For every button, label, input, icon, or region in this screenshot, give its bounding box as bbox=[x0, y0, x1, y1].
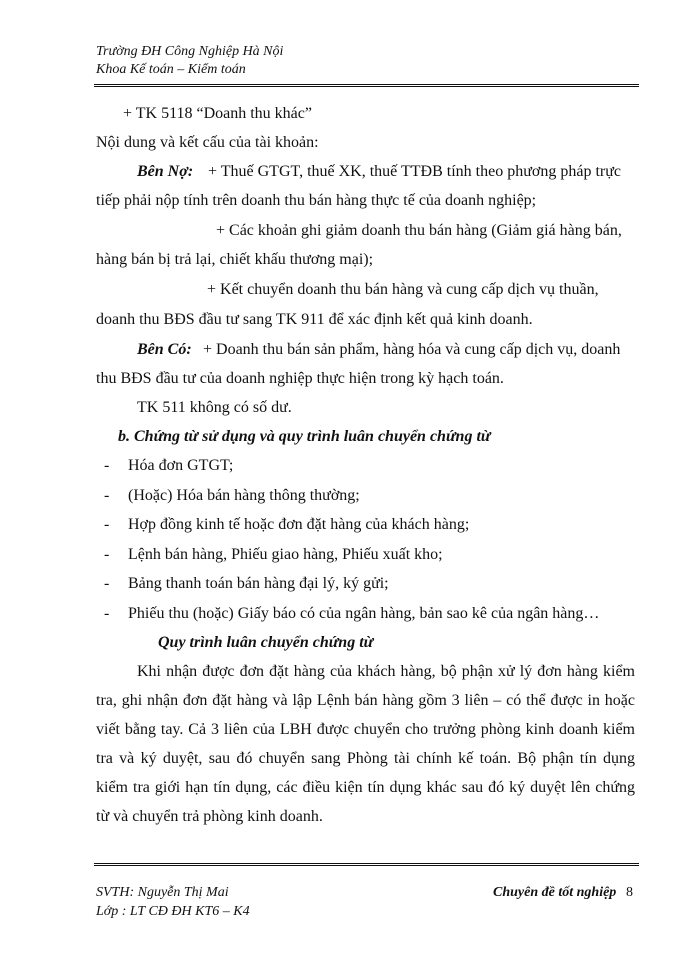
footer-thesis-title: Chuyên đề tốt nghiệp bbox=[493, 885, 617, 900]
paragraph-line: tra, ghi nhận đơn đặt hàng và lập Lệnh bán hàng gồm 3 liên – có thể được in hoặc bbox=[96, 692, 635, 709]
list-item: Hóa đơn GTGT; bbox=[128, 457, 234, 474]
footer-class: Lớp : LT CĐ ĐH KT6 – K4 bbox=[96, 904, 250, 919]
ben-no-label: Bên Nợ: bbox=[137, 163, 194, 180]
ben-no-item-3a: + Kết chuyển doanh thu bán hàng và cung cấp dịch vụ thuần, bbox=[207, 281, 599, 298]
list-bullet: - bbox=[104, 487, 110, 504]
list-item: (Hoặc) Hóa bán hàng thông thường; bbox=[128, 487, 360, 504]
paragraph-line: kiểm tra giới hạn tín dụng, các điều kiện tín dụng khác sau đó ký duyệt lên chứng bbox=[96, 779, 635, 796]
list-item: Lệnh bán hàng, Phiếu giao hàng, Phiếu xuất kho; bbox=[128, 546, 443, 563]
footer-rule bbox=[94, 863, 639, 866]
paragraph-line: từ và chuyển trả phòng kinh doanh. bbox=[96, 808, 323, 825]
footer-student: SVTH: Nguyễn Thị Mai bbox=[96, 885, 229, 900]
list-bullet: - bbox=[104, 605, 110, 622]
list-bullet: - bbox=[104, 546, 110, 563]
footer-page-number: 8 bbox=[626, 885, 633, 900]
list-item: Hợp đồng kinh tế hoặc đơn đặt hàng của khách hàng; bbox=[128, 516, 470, 533]
ben-co-item-1a: + Doanh thu bán sản phẩm, hàng hóa và cung cấp dịch vụ, doanh bbox=[203, 341, 621, 358]
list-item: Bảng thanh toán bán hàng đại lý, ký gửi; bbox=[128, 575, 389, 592]
header-faculty: Khoa Kế toán – Kiểm toán bbox=[96, 62, 246, 77]
ben-co-item-1b: thu BĐS đầu tư của doanh nghiệp thực hiện trong kỳ hạch toán. bbox=[96, 370, 504, 387]
ben-no-item-2b: hàng bán bị trả lại, chiết khấu thương mại); bbox=[96, 251, 374, 268]
header-school: Trường ĐH Công Nghiệp Hà Nội bbox=[96, 44, 284, 59]
noi-dung-line: Nội dung và kết cấu của tài khoản: bbox=[96, 134, 319, 151]
paragraph-line: tra và ký duyệt, sau đó chuyển sang Phòng tài chính kế toán. Bộ phận tín dụng bbox=[96, 750, 635, 767]
section-b-heading: b. Chứng từ sử dụng và quy trình luân chuyển chứng từ bbox=[118, 428, 491, 445]
paragraph-line: viết bằng tay. Cả 3 liên của LBH được chuyển cho trưởng phòng kinh doanh kiểm bbox=[96, 721, 635, 738]
ben-no-item-1a: + Thuế GTGT, thuế XK, thuế TTĐB tính theo phương pháp trực bbox=[208, 163, 621, 180]
list-bullet: - bbox=[104, 575, 110, 592]
quy-trinh-heading: Quy trình luân chuyển chứng từ bbox=[158, 634, 374, 651]
tk511-line: TK 511 không có số dư. bbox=[137, 399, 292, 416]
header-rule bbox=[94, 84, 639, 87]
ben-no-item-3b: doanh thu BĐS đầu tư sang TK 911 để xác định kết quả kinh doanh. bbox=[96, 311, 533, 328]
paragraph-line: Khi nhận được đơn đặt hàng của khách hàng, bộ phận xử lý đơn hàng kiểm bbox=[137, 663, 635, 680]
ben-no-item-1b: tiếp phải nộp tính trên doanh thu bán hàng thực tế của doanh nghiệp; bbox=[96, 192, 537, 209]
list-bullet: - bbox=[104, 457, 110, 474]
list-bullet: - bbox=[104, 516, 110, 533]
tk5118-line: + TK 5118 “Doanh thu khác” bbox=[123, 105, 312, 122]
ben-co-label: Bên Có: bbox=[137, 341, 192, 358]
list-item: Phiếu thu (hoặc) Giấy báo có của ngân hàng, bản sao kê của ngân hàng… bbox=[128, 605, 600, 622]
ben-no-item-2a: + Các khoản ghi giảm doanh thu bán hàng (Giảm giá hàng bán, bbox=[216, 222, 622, 239]
